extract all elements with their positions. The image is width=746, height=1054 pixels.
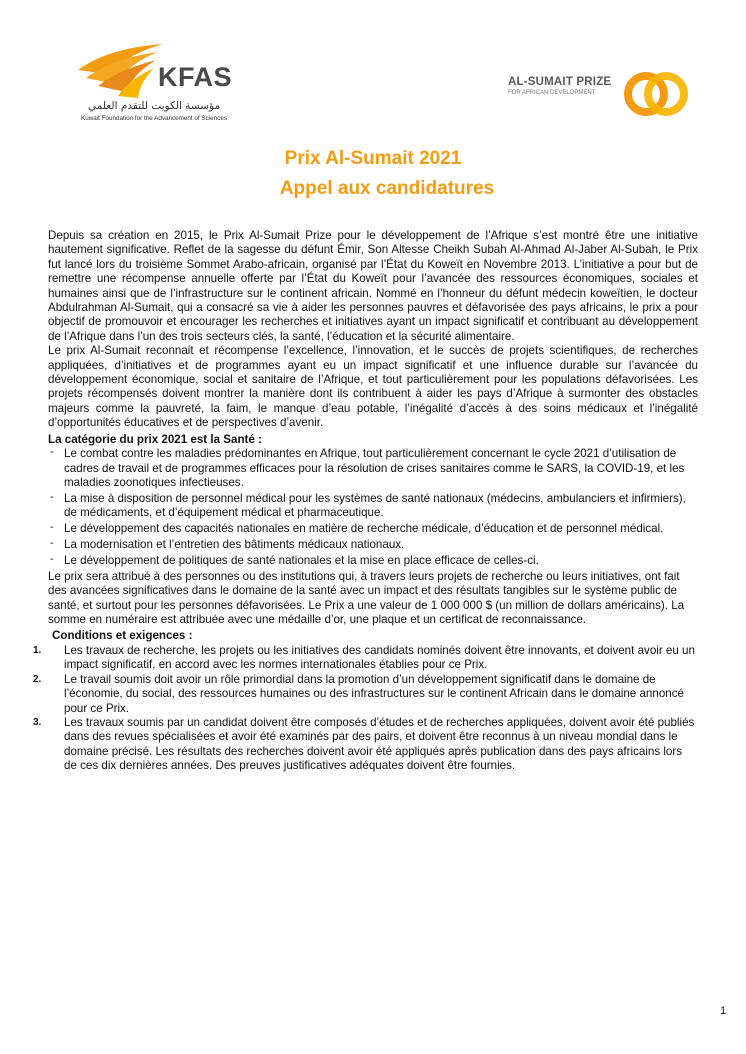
list-item: - Le développement de politiques de santé nationales et la mise en place efficace de celles-ci. xyxy=(48,554,698,568)
document-body xyxy=(33,229,698,774)
list-item: - La mise à disposition de personnel médical pour les systèmes de santé nationaux (médecins, ambulanciers et infirmiers), de médicaments, et d’équipement médical et pharmaceutique. xyxy=(48,492,698,521)
kfas-full-name: Kuwait Foundation for the Advancement of Sciences xyxy=(81,115,227,122)
item-text: Les travaux de recherche, les projets ou les initiatives des candidats nominés doivent être innovants, et doivent avoir eu un impact significatif, en accord avec les normes internationales établies pour ce Prix. xyxy=(64,643,695,672)
award-paragraph: Le prix sera attribué à des personnes ou des institutions qui, à travers leurs projets de recherche ou leurs initiatives, ont fait des avancées significatives dans le domaine de la santé avec un impact et des résultats tangibles sur le système public de santé, et surtout pour les personnes défavorisées. Le Prix a une valeur de 1 000 000 $ (un million de dollars américains). La somme en numéraire est attribuée avec une médaille d’or, une plaque et un certificat de reconnaissance. xyxy=(48,569,685,627)
list-item: - La modernisation et l’entretien des bâtiments médicaux nationaux. xyxy=(48,538,698,552)
item-text: Les travaux soumis par un candidat doivent être composés d’études et de recherches appliquées, doivent avoir été publiés dans des revues spécialisées et avoir été examinés par des pairs, et doivent être reconnus à un niveau mondial dans le domaine précisé. Les résultats des recherches doivent avoir été appliqués après publication dans des pays africains lors de ces dix dernières années. Des preuves justificatives adéquates doivent être fournies. xyxy=(64,715,695,773)
intro-paragraph: Depuis sa création en 2015, le Prix Al-Sumait Prize pour le développement de l’Afrique s’est montré être une initiative hautement significative. Reflet de la sagesse du défunt Émir, Son Altesse Cheikh Subah Al-Ahmad Al-Jaber Al-Subah, le Prix fut lancé lors du troisième Sommet Arabo-africain, organisé par l’État du Koweït en Novembre 2013. L’initiative a pour but de remettre une récompense annuelle offerte par l’État du Koweït pour l’avancée des ressources économiques, sociales et humaines ainsi que de l’infrastructure sur le continent africain. Nommé en l’honneur du défunt médecin koweïtien, le docteur Abdulrahman Al-Sumait, qui a consacré sa vie à aider les personnes pauvres et défavorisée des pays africains, le prix a pour objectif de promouvoir et encourager les recherches et initiatives ayant un impact significatif et contribuant au développement de l’Afrique dans l’un des trois secteurs clés, la santé, l’éducation et la sécurité alimentaire. xyxy=(48,229,698,343)
item-number: 3. xyxy=(33,716,42,728)
page-subtitle: Appel aux candidatures xyxy=(279,178,495,199)
conditions-heading: Conditions et exigences : xyxy=(52,629,193,643)
list-item xyxy=(33,672,698,716)
kfas-swoosh-icon xyxy=(78,40,168,100)
list-item: - Le développement des capacités nationales en matière de recherche médicale, d’éducation et de personnel médical. xyxy=(48,522,698,536)
recognition-paragraph: Le prix Al-Sumait reconnait et récompense l’excellence, l’innovation, et le succès de projets scientifiques, de recherches appliquées, d’initiatives et de programmes ayant eu un impact significatif et une influence durable sur l’avancée du développement économique, social et sanitaire de l’Afrique, et tout particulièrement pour les populations défavorisées. Les projets récompensés doivent montrer la manière dont ils contribuent à aider les pays d’Afrique à surmonter des obstacles majeurs comme la pauvreté, la faim, le manque d’eau potable, l’inégalité d’accès à des soins médicaux et l’inégalité d’opportunités éducatives et de perspectives d’avenir. xyxy=(48,344,698,430)
kfas-wordmark: KFAS xyxy=(158,62,233,92)
prize-logo-subtitle: FOR AFRICAN DEVELOPMENT xyxy=(508,90,596,96)
kfas-logo xyxy=(78,40,248,132)
list-item: - Le combat contre les maladies prédominantes en Afrique, tout particulièrement concernant le cycle 2021 d’utilisation de cadres de travail et de programmes efficaces pour la résolution de crises sanitaires comme le SARS, la COVID-19, et les maladies zoonotiques infectieuses. xyxy=(48,447,698,490)
category-list xyxy=(48,447,698,568)
conditions-list xyxy=(33,643,698,774)
prize-logo-title: AL-SUMAIT PRIZE xyxy=(508,76,612,88)
list-item xyxy=(33,643,698,673)
page-title: Prix Al-Sumait 2021 xyxy=(284,148,462,169)
kfas-arabic-name: مؤسسة الكويت للتقدم العلمي xyxy=(88,100,221,112)
category-heading: La catégorie du prix 2021 est la Santé : xyxy=(48,432,262,446)
item-number: 2. xyxy=(33,673,42,685)
list-item xyxy=(33,715,698,774)
al-sumait-prize-logo xyxy=(508,68,690,120)
rings-icon xyxy=(624,68,690,120)
item-text: Le travail soumis doit avoir un rôle primordial dans la promotion d’un développement significatif dans le domaine de l’économie, du social, des ressources humaines ou des infrastructures sur le continent Africain dans le domaine annoncé pour ce Prix. xyxy=(64,672,684,715)
page-number: 1 xyxy=(720,1005,727,1017)
item-number: 1. xyxy=(33,644,42,656)
